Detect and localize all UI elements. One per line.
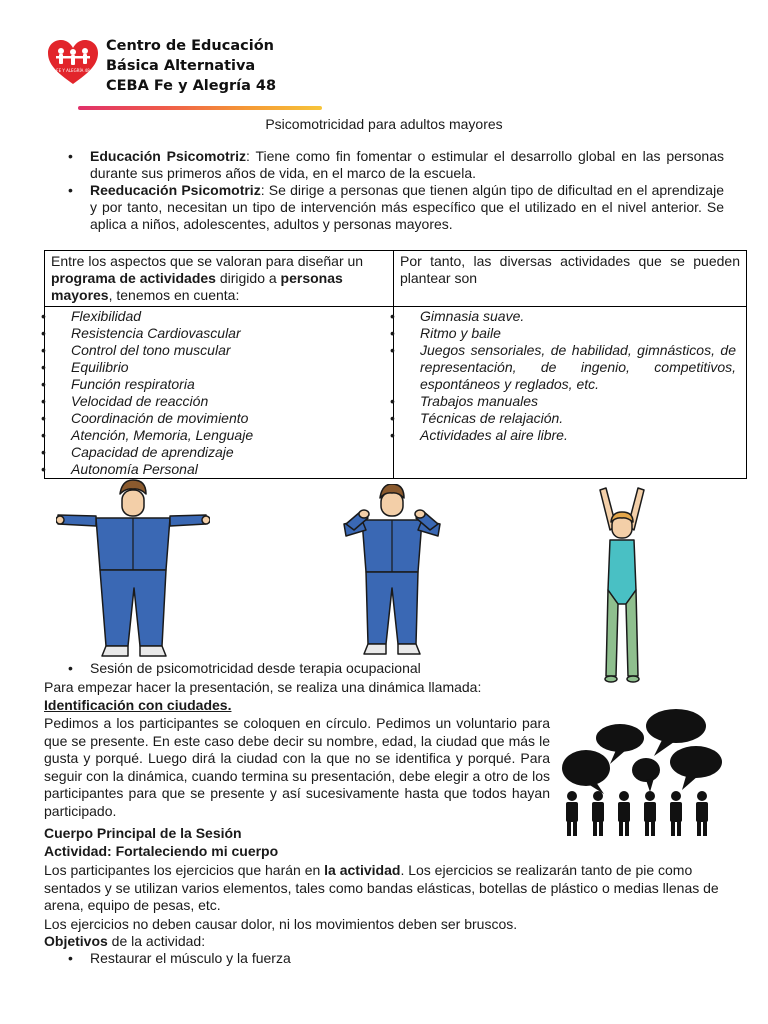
- table-right-cell: [394, 307, 747, 479]
- aspect-item: • Control del tono muscular: [45, 342, 393, 359]
- aspect-item: • Autonomía Personal: [45, 461, 393, 478]
- school-name-line1: Centro de Educación: [106, 38, 274, 54]
- logo-heart-icon: [46, 38, 100, 86]
- activity-item: • Trabajos manuales: [394, 393, 746, 410]
- table-left-header: [45, 251, 394, 307]
- left-header-bold: personas mayores: [51, 270, 343, 303]
- objectives-heading: [44, 933, 205, 951]
- aspect-item: • Atención, Memoria, Lenguaje: [45, 427, 393, 444]
- activity-item: • Actividades al aire libre.: [394, 427, 746, 444]
- activity-heading: Actividad: Fortaleciendo mi cuerpo: [44, 843, 279, 859]
- school-name-line2: Básica Alternativa: [106, 58, 256, 74]
- objective-item: [68, 950, 291, 966]
- aspect-item: • Flexibilidad: [45, 308, 393, 325]
- intro-term: Educación Psicomotriz: [90, 148, 246, 164]
- activity-item: • Técnicas de relajación.: [394, 410, 746, 427]
- activity-description: [44, 862, 724, 915]
- left-header-text: , tenemos en cuenta:: [108, 287, 240, 303]
- school-name-line3: CEBA Fe y Alegría 48: [106, 78, 277, 94]
- aspect-item: • Velocidad de reacción: [45, 393, 393, 410]
- aspect-item: • Equilibrio: [45, 359, 393, 376]
- left-header-bold: programa de actividades: [51, 270, 216, 286]
- activity-item: • Gimnasia suave.: [394, 308, 746, 325]
- school-header: [44, 32, 326, 116]
- session-intro-line: Para empezar hacer la presentación, se realiza una dinámica llamada:: [44, 679, 482, 695]
- group-speech-bubbles-icon: [558, 704, 726, 838]
- activity-paragraph: Pedimos a los participantes se coloquen en círculo. Pedimos un voluntario para que se presente. En este caso debe decir su nombre, edad, la ciudad que más le gusta y porqué. Luego dirá la ciudad con la que no se identifica y porqué. Para seguir con la dinámica, cuando termina su presentación, debe elegir a otro de los participantes para que se presente y así sucesivamente hasta que todos hayan participado.: [44, 715, 550, 819]
- aspect-item: • Resistencia Cardiovascular: [45, 325, 393, 342]
- session-bullet-text: Sesión de psicomotricidad desde terapia ocupacional: [90, 660, 421, 676]
- aspect-item: • Coordinación de movimiento: [45, 410, 393, 427]
- objectives-rest: de la actividad:: [107, 933, 206, 949]
- description-bold: la actividad: [324, 862, 401, 878]
- activity-item: • Juegos sensoriales, de habilidad, gimnásticos, de representación, de ingenio, competitivos, espontáneos y reglados, etc.: [394, 342, 746, 393]
- activity-item: • Ritmo y baile: [394, 325, 746, 342]
- left-header-text: Entre los aspectos que se valoran para diseñar un: [51, 253, 364, 269]
- hands-on-shoulders-figure: [340, 484, 444, 660]
- arms-up-figure: [592, 486, 652, 686]
- arms-out-figure: [56, 478, 210, 662]
- header-gradient-bar: [78, 106, 322, 110]
- session-bullet: [68, 660, 421, 676]
- objectives-bold: Objetivos: [44, 933, 108, 949]
- aspect-item: • Capacidad de aprendizaje: [45, 444, 393, 461]
- activity-name: Identificación con ciudades.: [44, 697, 232, 713]
- intro-term: Reeducación Psicomotriz: [90, 182, 261, 198]
- main-section-heading: Cuerpo Principal de la Sesión: [44, 825, 242, 841]
- intro-list: [68, 148, 724, 233]
- aspects-table: [44, 250, 747, 479]
- document-title: Psicomotricidad para adultos mayores: [265, 116, 503, 132]
- objective-text: Restaurar el músculo y la fuerza: [90, 950, 291, 966]
- intro-item-reeducacion: [68, 182, 724, 233]
- description-text: . Los ejercicios se realizarán tanto de pie como sentados y se utilizan varios elementos, tales como bandas elásticas, botellas de plástico o medias llenas de arena, equipo de pesas, etc.: [44, 862, 719, 914]
- logo-text: FE Y ALEGRÍA 48: [56, 68, 90, 73]
- left-header-text: dirigido a: [215, 270, 281, 286]
- description-text: Los participantes los ejercicios que harán en: [44, 862, 325, 878]
- aspect-item: • Función respiratoria: [45, 376, 393, 393]
- table-right-header: Por tanto, las diversas actividades que se pueden plantear son: [394, 251, 747, 307]
- intro-text: : Tiene como fin fomentar o estimular el desarrollo global en las personas durante sus primeros años de vida, en el marco de la escuela.: [90, 148, 724, 181]
- table-left-cell: [45, 307, 394, 479]
- activities-list: [394, 307, 746, 444]
- intro-text: : Se dirige a personas que tienen algún tipo de dificultad en el aprendizaje y por tanto, necesitan un tipo de intervención más específico que el utilizado en el nivel anterior. Se aplica a niños, adolescentes, adultos y personas mayores.: [90, 182, 724, 232]
- aspects-list: [45, 307, 393, 478]
- safety-note: Los ejercicios no deben causar dolor, ni los movimientos deben ser bruscos.: [44, 916, 518, 932]
- school-name: [106, 36, 276, 96]
- intro-item-educacion: [68, 148, 724, 182]
